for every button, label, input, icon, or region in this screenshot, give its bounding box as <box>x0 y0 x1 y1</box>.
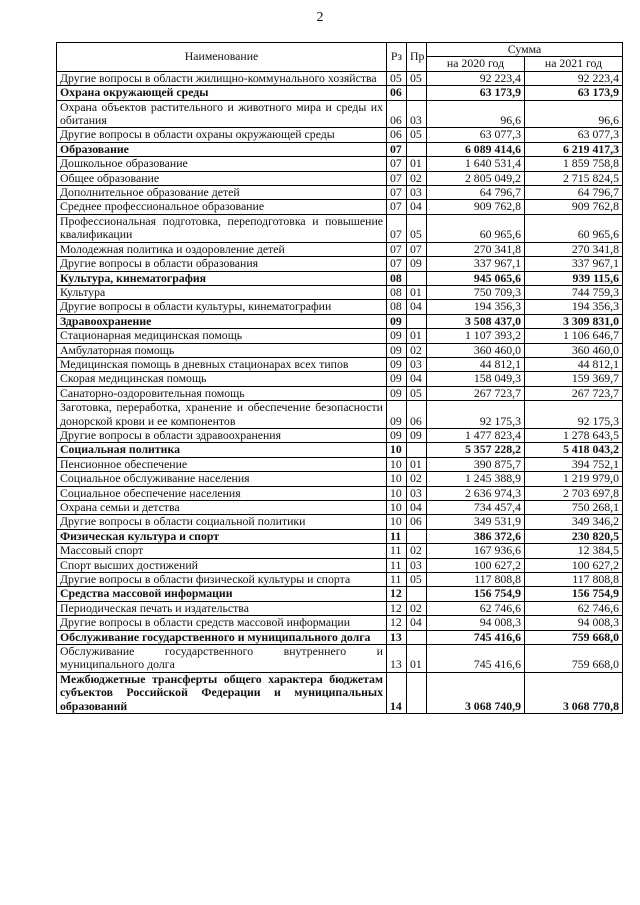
row-rz-code: 07 <box>387 186 407 200</box>
row-rz-code: 05 <box>387 71 407 85</box>
table-row <box>57 616 623 630</box>
header-year-2021: на 2021 год <box>525 57 623 71</box>
row-sum-2021: 759 668,0 <box>525 630 623 644</box>
row-name: Другие вопросы в области культуры, кинематографии <box>57 300 387 314</box>
row-rz-code: 06 <box>387 86 407 100</box>
table-row <box>57 100 623 128</box>
row-rz-code: 11 <box>387 558 407 572</box>
table-row <box>57 200 623 214</box>
row-pr-code: 02 <box>407 171 427 185</box>
table-row <box>57 544 623 558</box>
row-rz-code: 11 <box>387 544 407 558</box>
row-rz-code: 09 <box>387 401 407 429</box>
row-pr-code <box>407 314 427 328</box>
table-row <box>57 300 623 314</box>
row-sum-2020: 92 223,4 <box>427 71 525 85</box>
row-rz-code: 14 <box>387 672 407 713</box>
table-row <box>57 457 623 471</box>
row-sum-2020: 5 357 228,2 <box>427 443 525 457</box>
table-row <box>57 214 623 242</box>
row-pr-code <box>407 443 427 457</box>
row-pr-code: 05 <box>407 386 427 400</box>
row-name: Заготовка, переработка, хранение и обеспечение безопасности донорской крови и ее компонентов <box>57 401 387 429</box>
row-pr-code <box>407 630 427 644</box>
row-name: Другие вопросы в области здравоохранения <box>57 428 387 442</box>
row-name: Культура, кинематография <box>57 271 387 285</box>
row-rz-code: 07 <box>387 242 407 256</box>
header-name: Наименование <box>57 43 387 72</box>
row-name: Социальное обеспечение населения <box>57 486 387 500</box>
table-row <box>57 257 623 271</box>
row-sum-2021: 744 759,3 <box>525 285 623 299</box>
row-name: Охрана объектов растительного и животного мира и среды их обитания <box>57 100 387 128</box>
row-name: Другие вопросы в области средств массовой информации <box>57 616 387 630</box>
row-sum-2020: 62 746,6 <box>427 601 525 615</box>
header-year-2020: на 2020 год <box>427 57 525 71</box>
table-row <box>57 343 623 357</box>
row-name: Образование <box>57 142 387 156</box>
row-pr-code: 03 <box>407 186 427 200</box>
row-name: Дополнительное образование детей <box>57 186 387 200</box>
section-row <box>57 587 623 601</box>
row-sum-2020: 1 477 823,4 <box>427 428 525 442</box>
row-sum-2020: 745 416,6 <box>427 630 525 644</box>
row-pr-code: 04 <box>407 300 427 314</box>
budget-table <box>56 42 623 714</box>
row-sum-2021: 270 341,8 <box>525 242 623 256</box>
row-pr-code: 02 <box>407 472 427 486</box>
row-pr-code: 01 <box>407 457 427 471</box>
row-sum-2021: 64 796,7 <box>525 186 623 200</box>
row-sum-2021: 759 668,0 <box>525 645 623 673</box>
row-sum-2021: 159 369,7 <box>525 372 623 386</box>
row-rz-code: 09 <box>387 428 407 442</box>
row-sum-2021: 63 173,9 <box>525 86 623 100</box>
row-sum-2021: 96,6 <box>525 100 623 128</box>
row-name: Другие вопросы в области социальной политики <box>57 515 387 529</box>
row-rz-code: 07 <box>387 171 407 185</box>
row-pr-code <box>407 672 427 713</box>
row-rz-code: 11 <box>387 529 407 543</box>
table-row <box>57 242 623 256</box>
row-pr-code <box>407 587 427 601</box>
row-sum-2021: 92 223,4 <box>525 71 623 85</box>
row-rz-code: 12 <box>387 587 407 601</box>
row-pr-code: 04 <box>407 372 427 386</box>
section-row <box>57 142 623 156</box>
row-pr-code: 06 <box>407 515 427 529</box>
row-sum-2021: 156 754,9 <box>525 587 623 601</box>
row-name: Спорт высших достижений <box>57 558 387 572</box>
section-row <box>57 271 623 285</box>
row-pr-code <box>407 142 427 156</box>
row-pr-code: 05 <box>407 128 427 142</box>
row-rz-code: 07 <box>387 142 407 156</box>
table-row <box>57 372 623 386</box>
row-sum-2021: 2 715 824,5 <box>525 171 623 185</box>
row-name: Охрана семьи и детства <box>57 501 387 515</box>
row-sum-2021: 92 175,3 <box>525 401 623 429</box>
row-sum-2020: 745 416,6 <box>427 645 525 673</box>
row-sum-2020: 3 508 437,0 <box>427 314 525 328</box>
row-name: Культура <box>57 285 387 299</box>
table-row <box>57 357 623 371</box>
table-row <box>57 645 623 673</box>
row-sum-2020: 270 341,8 <box>427 242 525 256</box>
row-sum-2020: 386 372,6 <box>427 529 525 543</box>
budget-table-body <box>57 71 623 713</box>
row-name: Медицинская помощь в дневных стационарах всех типов <box>57 357 387 371</box>
row-pr-code <box>407 529 427 543</box>
row-name: Общее образование <box>57 171 387 185</box>
row-name: Другие вопросы в области физической культуры и спорта <box>57 573 387 587</box>
row-pr-code: 09 <box>407 257 427 271</box>
row-rz-code: 10 <box>387 501 407 515</box>
row-name: Здравоохранение <box>57 314 387 328</box>
table-row <box>57 428 623 442</box>
row-pr-code: 01 <box>407 157 427 171</box>
row-sum-2020: 100 627,2 <box>427 558 525 572</box>
header-rz: Рз <box>387 43 407 72</box>
row-sum-2021: 12 384,5 <box>525 544 623 558</box>
row-rz-code: 09 <box>387 357 407 371</box>
table-row <box>57 573 623 587</box>
row-rz-code: 06 <box>387 100 407 128</box>
section-row <box>57 672 623 713</box>
row-rz-code: 07 <box>387 257 407 271</box>
row-sum-2020: 156 754,9 <box>427 587 525 601</box>
row-sum-2021: 360 460,0 <box>525 343 623 357</box>
row-sum-2021: 62 746,6 <box>525 601 623 615</box>
table-row <box>57 157 623 171</box>
row-pr-code: 01 <box>407 329 427 343</box>
row-rz-code: 10 <box>387 472 407 486</box>
row-rz-code: 09 <box>387 343 407 357</box>
row-sum-2021: 1 859 758,8 <box>525 157 623 171</box>
row-sum-2020: 167 936,6 <box>427 544 525 558</box>
row-pr-code: 02 <box>407 544 427 558</box>
row-name: Пенсионное обеспечение <box>57 457 387 471</box>
row-name: Обслуживание государственного внутреннего и муниципального долга <box>57 645 387 673</box>
header-sum: Сумма <box>427 43 623 57</box>
row-sum-2021: 939 115,6 <box>525 271 623 285</box>
row-sum-2020: 44 812,1 <box>427 357 525 371</box>
row-pr-code: 04 <box>407 200 427 214</box>
row-sum-2021: 94 008,3 <box>525 616 623 630</box>
row-sum-2020: 63 173,9 <box>427 86 525 100</box>
row-sum-2021: 267 723,7 <box>525 386 623 400</box>
row-pr-code: 03 <box>407 486 427 500</box>
row-name: Массовый спорт <box>57 544 387 558</box>
table-row <box>57 558 623 572</box>
row-sum-2020: 1 245 388,9 <box>427 472 525 486</box>
row-rz-code: 12 <box>387 616 407 630</box>
table-row <box>57 171 623 185</box>
row-pr-code: 05 <box>407 71 427 85</box>
row-sum-2020: 360 460,0 <box>427 343 525 357</box>
row-name: Дошкольное образование <box>57 157 387 171</box>
row-rz-code: 09 <box>387 314 407 328</box>
row-sum-2020: 63 077,3 <box>427 128 525 142</box>
row-name: Скорая медицинская помощь <box>57 372 387 386</box>
row-pr-code <box>407 86 427 100</box>
row-sum-2020: 909 762,8 <box>427 200 525 214</box>
row-name: Стационарная медицинская помощь <box>57 329 387 343</box>
table-row <box>57 515 623 529</box>
row-pr-code: 07 <box>407 242 427 256</box>
row-rz-code: 07 <box>387 157 407 171</box>
row-sum-2020: 1 107 393,2 <box>427 329 525 343</box>
row-name: Другие вопросы в области образования <box>57 257 387 271</box>
row-pr-code: 03 <box>407 357 427 371</box>
section-row <box>57 314 623 328</box>
table-row <box>57 601 623 615</box>
header-pr: Пр <box>407 43 427 72</box>
row-rz-code: 09 <box>387 372 407 386</box>
row-sum-2020: 94 008,3 <box>427 616 525 630</box>
row-sum-2020: 750 709,3 <box>427 285 525 299</box>
row-rz-code: 12 <box>387 601 407 615</box>
row-sum-2020: 337 967,1 <box>427 257 525 271</box>
row-sum-2021: 750 268,1 <box>525 501 623 515</box>
section-row <box>57 529 623 543</box>
row-pr-code: 05 <box>407 573 427 587</box>
row-rz-code: 13 <box>387 645 407 673</box>
row-rz-code: 08 <box>387 271 407 285</box>
table-row <box>57 329 623 343</box>
row-sum-2021: 194 356,3 <box>525 300 623 314</box>
row-sum-2021: 3 068 770,8 <box>525 672 623 713</box>
row-sum-2021: 44 812,1 <box>525 357 623 371</box>
table-row <box>57 401 623 429</box>
row-sum-2021: 1 219 979,0 <box>525 472 623 486</box>
row-sum-2020: 158 049,3 <box>427 372 525 386</box>
row-sum-2021: 349 346,2 <box>525 515 623 529</box>
row-rz-code: 07 <box>387 200 407 214</box>
row-pr-code: 09 <box>407 428 427 442</box>
section-row <box>57 86 623 100</box>
page-number: 2 <box>316 10 324 25</box>
row-pr-code: 02 <box>407 343 427 357</box>
row-sum-2020: 92 175,3 <box>427 401 525 429</box>
row-pr-code: 03 <box>407 558 427 572</box>
row-name: Охрана окружающей среды <box>57 86 387 100</box>
table-row <box>57 186 623 200</box>
row-sum-2021: 117 808,8 <box>525 573 623 587</box>
row-pr-code: 04 <box>407 616 427 630</box>
row-name: Физическая культура и спорт <box>57 529 387 543</box>
row-sum-2021: 230 820,5 <box>525 529 623 543</box>
row-pr-code: 02 <box>407 601 427 615</box>
row-sum-2021: 63 077,3 <box>525 128 623 142</box>
row-sum-2021: 5 418 043,2 <box>525 443 623 457</box>
row-pr-code: 01 <box>407 645 427 673</box>
table-row <box>57 501 623 515</box>
row-pr-code: 01 <box>407 285 427 299</box>
row-pr-code: 06 <box>407 401 427 429</box>
row-sum-2021: 60 965,6 <box>525 214 623 242</box>
row-name: Средства массовой информации <box>57 587 387 601</box>
row-name: Другие вопросы в области жилищно-коммунального хозяйства <box>57 71 387 85</box>
row-sum-2021: 3 309 831,0 <box>525 314 623 328</box>
table-row <box>57 386 623 400</box>
row-rz-code: 08 <box>387 285 407 299</box>
row-pr-code: 05 <box>407 214 427 242</box>
row-rz-code: 06 <box>387 128 407 142</box>
row-name: Периодическая печать и издательства <box>57 601 387 615</box>
row-sum-2020: 60 965,6 <box>427 214 525 242</box>
row-sum-2021: 1 106 646,7 <box>525 329 623 343</box>
row-sum-2021: 2 703 697,8 <box>525 486 623 500</box>
row-sum-2020: 349 531,9 <box>427 515 525 529</box>
row-sum-2020: 2 636 974,3 <box>427 486 525 500</box>
row-name: Профессиональная подготовка, переподготовка и повышение квалификации <box>57 214 387 242</box>
row-name: Санаторно-оздоровительная помощь <box>57 386 387 400</box>
table-row <box>57 486 623 500</box>
row-rz-code: 09 <box>387 386 407 400</box>
row-pr-code: 03 <box>407 100 427 128</box>
section-row <box>57 630 623 644</box>
row-sum-2020: 64 796,7 <box>427 186 525 200</box>
row-rz-code: 10 <box>387 443 407 457</box>
row-rz-code: 08 <box>387 300 407 314</box>
row-pr-code <box>407 271 427 285</box>
row-name: Межбюджетные трансферты общего характера бюджетам субъектов Российской Федерации и муниципальных образований <box>57 672 387 713</box>
row-sum-2021: 6 219 417,3 <box>525 142 623 156</box>
row-name: Амбулаторная помощь <box>57 343 387 357</box>
row-name: Молодежная политика и оздоровление детей <box>57 242 387 256</box>
row-sum-2020: 945 065,6 <box>427 271 525 285</box>
section-row <box>57 443 623 457</box>
row-sum-2020: 3 068 740,9 <box>427 672 525 713</box>
row-sum-2021: 1 278 643,5 <box>525 428 623 442</box>
row-sum-2021: 394 752,1 <box>525 457 623 471</box>
row-sum-2021: 909 762,8 <box>525 200 623 214</box>
row-rz-code: 10 <box>387 457 407 471</box>
row-sum-2020: 194 356,3 <box>427 300 525 314</box>
row-rz-code: 10 <box>387 486 407 500</box>
table-row <box>57 472 623 486</box>
row-rz-code: 11 <box>387 573 407 587</box>
row-name: Другие вопросы в области охраны окружающей среды <box>57 128 387 142</box>
row-sum-2020: 2 805 049,2 <box>427 171 525 185</box>
row-rz-code: 07 <box>387 214 407 242</box>
row-rz-code: 10 <box>387 515 407 529</box>
row-name: Социальная политика <box>57 443 387 457</box>
table-row <box>57 285 623 299</box>
row-name: Социальное обслуживание населения <box>57 472 387 486</box>
row-sum-2020: 117 808,8 <box>427 573 525 587</box>
row-rz-code: 09 <box>387 329 407 343</box>
row-sum-2020: 6 089 414,6 <box>427 142 525 156</box>
table-row <box>57 71 623 85</box>
row-sum-2020: 267 723,7 <box>427 386 525 400</box>
row-rz-code: 13 <box>387 630 407 644</box>
row-sum-2020: 1 640 531,4 <box>427 157 525 171</box>
row-sum-2021: 337 967,1 <box>525 257 623 271</box>
row-name: Обслуживание государственного и муниципального долга <box>57 630 387 644</box>
row-sum-2020: 734 457,4 <box>427 501 525 515</box>
row-pr-code: 04 <box>407 501 427 515</box>
row-sum-2020: 390 875,7 <box>427 457 525 471</box>
table-row <box>57 128 623 142</box>
row-name: Среднее профессиональное образование <box>57 200 387 214</box>
row-sum-2020: 96,6 <box>427 100 525 128</box>
row-sum-2021: 100 627,2 <box>525 558 623 572</box>
